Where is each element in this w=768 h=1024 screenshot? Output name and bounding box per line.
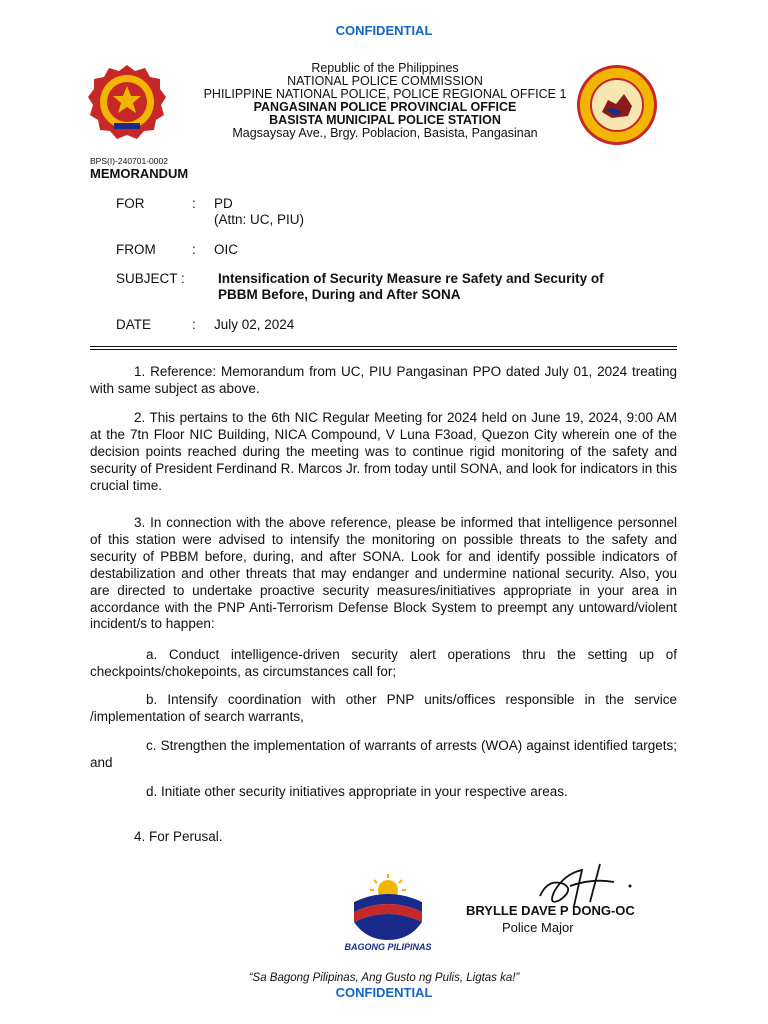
date-value: July 02, 2024	[214, 317, 295, 332]
colon: :	[192, 242, 196, 257]
letterhead-line: Republic of the Philippines	[311, 61, 459, 75]
paragraph-text: 3. In connection with the above reference, please be informed that intelligence personnel of this station were advised to intensify the monitoring on possible threats to the safety and security of PBBM before, during, and after SONA. Look for and identify possible indicators of destabilization and other threats that may endanger and undermine national security. Also, you are directed to undertake proactive security measures/initiatives appropriate in your area in accordance with the PNP Anti-Terrorism Defense Block System to preempt any untoward/violent incident/s to happen:	[90, 515, 677, 632]
paragraph-2	[90, 410, 677, 495]
signatory-name: BRYLLE DAVE P DONG-OC	[466, 903, 635, 918]
pnp-seal-logo	[88, 63, 166, 141]
memo-reference-number: BPS(I)-240701-0002	[90, 156, 168, 166]
list-item-text: a. Conduct intelligence-driven security alert operations thru the setting up of checkpoints/chokepoints, as circumstances call for;	[90, 647, 677, 679]
colon: :	[192, 196, 196, 211]
for-label: FOR	[116, 196, 145, 211]
from-label: FROM	[116, 242, 156, 257]
confidential-footer: CONFIDENTIAL	[335, 985, 433, 1000]
from-value: OIC	[214, 242, 239, 257]
subject-line: PBBM Before, During and After SONA	[218, 287, 461, 302]
bagong-pilipinas-logo	[340, 872, 436, 958]
memo-title: MEMORANDUM	[90, 166, 189, 181]
letterhead-line: PHILIPPINE NATIONAL POLICE, POLICE REGIONAL OFFICE 1	[203, 87, 567, 101]
list-item-a	[90, 647, 677, 681]
letterhead-line-bold: PANGASINAN POLICE PROVINCIAL OFFICE	[253, 100, 517, 114]
letterhead-line-bold: BASISTA MUNICIPAL POLICE STATION	[269, 113, 501, 127]
divider-rule	[90, 349, 677, 350]
paragraph-1	[90, 364, 677, 398]
letterhead-address: Magsaysay Ave., Brgy. Poblacion, Basista, Pangasinan	[232, 126, 538, 140]
list-item-text: d. Initiate other security initiatives appropriate in your respective areas.	[146, 784, 568, 799]
list-item-text: b. Intensify coordination with other PNP units/offices responsible in the service /implementation of search warrants,	[90, 692, 677, 724]
paragraph-text: 4. For Perusal.	[134, 829, 223, 844]
colon: :	[192, 317, 196, 332]
footer-quote: “Sa Bagong Pilipinas, Ang Gusto ng Pulis, Ligtas ka!”	[248, 972, 520, 984]
list-item-b	[90, 692, 677, 726]
paragraph-4	[90, 829, 677, 846]
confidential-header: CONFIDENTIAL	[335, 23, 433, 38]
for-value: PD	[214, 196, 233, 211]
signatory-rank: Police Major	[502, 920, 574, 935]
subject-label: SUBJECT :	[116, 271, 185, 286]
paragraph-text: 2. This pertains to the 6th NIC Regular Meeting for 2024 held on June 19, 2024, 9:00 AM at the 7tn Floor NIC Building, NICA Compound, V Luna F3oad, Quezon City wherein one of the decision points reached during the meeting was to continue rigid monitoring of the safety and security of President Ferdinand R. Marcos Jr. from today until SONA, and look for indicators in this crucial time.	[90, 410, 677, 493]
for-attn: (Attn: UC, PIU)	[214, 212, 305, 227]
list-item-d	[90, 784, 677, 801]
list-item-c	[90, 738, 677, 772]
date-label: DATE	[116, 317, 152, 332]
bagong-pilipinas-text: BAGONG PILIPINAS	[344, 942, 432, 952]
paragraph-3	[90, 515, 677, 633]
subject-line: Intensification of Security Measure re Safety and Security of	[218, 271, 604, 286]
list-item-text: c. Strengthen the implementation of warrants of arrests (WOA) against identified targets; and	[90, 738, 677, 770]
letterhead	[170, 62, 600, 140]
paragraph-text: 1. Reference: Memorandum from UC, PIU Pangasinan PPO dated July 01, 2024 treating with same subject as above.	[90, 364, 677, 396]
basista-police-station-seal	[576, 64, 658, 146]
letterhead-line: NATIONAL POLICE COMMISSION	[287, 74, 483, 88]
divider-rule	[90, 346, 677, 347]
